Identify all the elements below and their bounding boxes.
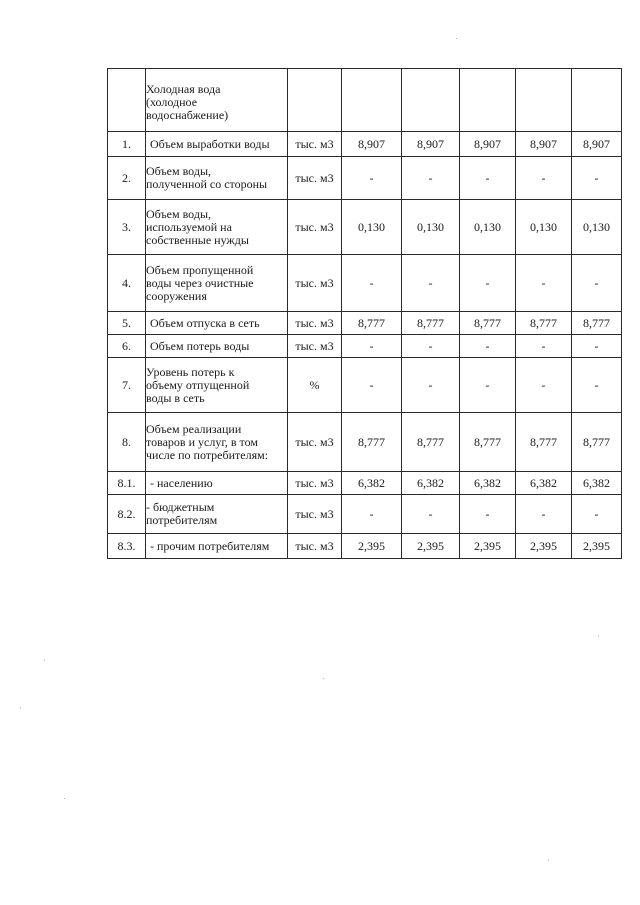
row-value: 6,382: [342, 472, 402, 495]
row-label: [146, 534, 288, 559]
row-label-line: Объем выработки воды: [150, 136, 270, 151]
row-number: 5.: [108, 312, 146, 335]
row-unit: тыс. м3: [288, 413, 342, 472]
row-value: -: [572, 495, 622, 534]
row-value: 8,907: [572, 132, 622, 157]
scan-speck: [20, 707, 21, 708]
row-unit: тыс. м3: [288, 495, 342, 534]
row-label: [146, 200, 288, 255]
row-label-line: потребителям: [146, 513, 218, 527]
row-value: 8,777: [516, 413, 572, 472]
row-value: -: [516, 358, 572, 413]
row-value: -: [342, 495, 402, 534]
row-value: -: [402, 157, 460, 200]
scan-speck: [456, 38, 457, 39]
header-num-cell: [108, 69, 146, 132]
table-row: [108, 413, 622, 472]
scan-speck: [44, 660, 45, 661]
row-number: 8.1.: [108, 472, 146, 495]
row-value: 8,777: [572, 312, 622, 335]
row-label: [146, 312, 288, 335]
row-number: 8.: [108, 413, 146, 472]
row-label-line: товаров и услуг, в том: [146, 434, 259, 449]
row-value: 8,907: [460, 132, 516, 157]
row-value: -: [402, 255, 460, 312]
table-row: [108, 255, 622, 312]
row-unit: тыс. м3: [288, 200, 342, 255]
row-label-line: Объем воды,: [146, 164, 212, 178]
scan-speck: [548, 860, 549, 861]
row-value: 6,382: [516, 472, 572, 495]
row-value: 2,395: [460, 534, 516, 559]
row-value: -: [572, 157, 622, 200]
table-row: [108, 200, 622, 255]
table-row: [108, 358, 622, 413]
row-value: -: [572, 335, 622, 358]
scan-speck: [323, 678, 324, 679]
row-value: -: [460, 358, 516, 413]
row-value: 6,382: [460, 472, 516, 495]
row-label: [146, 358, 288, 413]
row-value: -: [342, 335, 402, 358]
row-label: [146, 255, 288, 312]
row-value: 8,777: [342, 312, 402, 335]
row-number: 1.: [108, 132, 146, 157]
row-value: -: [516, 157, 572, 200]
scan-speck: [598, 636, 599, 637]
row-unit: тыс. м3: [288, 335, 342, 358]
row-label: [146, 157, 288, 200]
row-unit: тыс. м3: [288, 132, 342, 157]
row-label-line: воды через очистные: [146, 275, 254, 290]
row-value: 0,130: [342, 200, 402, 255]
row-label-line: - прочим потребителям: [150, 538, 270, 553]
row-value: 8,777: [516, 312, 572, 335]
row-number: 4.: [108, 255, 146, 312]
row-value: -: [572, 358, 622, 413]
header-unit-cell: [288, 69, 342, 132]
row-value: -: [402, 358, 460, 413]
row-label-line: используемой на: [146, 219, 232, 234]
header-value-cell: [460, 69, 516, 132]
row-value: -: [516, 495, 572, 534]
row-label-line: - бюджетным: [146, 500, 215, 514]
row-value: 2,395: [516, 534, 572, 559]
row-value: -: [342, 255, 402, 312]
row-label: [146, 413, 288, 472]
row-value: 6,382: [402, 472, 460, 495]
row-value: 8,907: [516, 132, 572, 157]
header-title-line: (холодное: [146, 94, 198, 109]
row-value: -: [402, 495, 460, 534]
row-label: [146, 132, 288, 157]
row-value: -: [516, 335, 572, 358]
row-value: 0,130: [572, 200, 622, 255]
header-value-cell: [516, 69, 572, 132]
row-label-line: Объем отпуска в сеть: [150, 315, 260, 330]
row-label-line: Объем потерь воды: [150, 338, 250, 353]
row-value: 2,395: [342, 534, 402, 559]
row-label-line: Объем воды,: [146, 206, 212, 221]
row-number: 6.: [108, 335, 146, 358]
row-label-line: воды в сеть: [146, 390, 205, 405]
row-value: 8,777: [460, 413, 516, 472]
row-value: 8,907: [402, 132, 460, 157]
row-label-line: объему отпущенной: [146, 377, 250, 392]
row-value: 8,777: [460, 312, 516, 335]
row-value: -: [460, 255, 516, 312]
row-unit: %: [288, 358, 342, 413]
row-unit: тыс. м3: [288, 312, 342, 335]
header-value-cell: [402, 69, 460, 132]
scan-speck: [64, 798, 65, 799]
row-unit: тыс. м3: [288, 534, 342, 559]
row-label-line: собственные нужды: [146, 232, 249, 247]
row-unit: тыс. м3: [288, 255, 342, 312]
row-value: -: [460, 335, 516, 358]
table-row: [108, 132, 622, 157]
row-value: -: [460, 157, 516, 200]
table-row: [108, 495, 622, 534]
row-value: -: [460, 495, 516, 534]
row-value: 2,395: [402, 534, 460, 559]
table-row: [108, 534, 622, 559]
row-label-line: полученной со стороны: [146, 177, 268, 191]
row-value: 0,130: [460, 200, 516, 255]
row-value: 0,130: [402, 200, 460, 255]
row-value: 8,777: [402, 312, 460, 335]
row-value: -: [342, 358, 402, 413]
header-value-cell: [572, 69, 622, 132]
row-value: 8,777: [342, 413, 402, 472]
header-title-line: Холодная вода: [146, 81, 221, 96]
row-number: 8.2.: [108, 495, 146, 534]
header-value-cell: [342, 69, 402, 132]
table-row: [108, 157, 622, 200]
row-label: [146, 472, 288, 495]
row-value: -: [402, 335, 460, 358]
table-header-row: [108, 69, 622, 132]
row-value: 6,382: [572, 472, 622, 495]
row-number: 8.3.: [108, 534, 146, 559]
row-value: 0,130: [516, 200, 572, 255]
row-label-line: Уровень потерь к: [146, 364, 235, 379]
row-value: -: [516, 255, 572, 312]
row-label: [146, 495, 288, 534]
row-value: 2,395: [572, 534, 622, 559]
row-label-line: числе по потребителям:: [146, 447, 269, 462]
header-title-line: водоснабжение): [146, 107, 229, 122]
cold-water-table: [107, 68, 622, 559]
row-label-line: Объем пропущенной: [146, 262, 254, 277]
row-label-line: - населению: [150, 475, 213, 490]
row-number: 3.: [108, 200, 146, 255]
row-value: 8,777: [402, 413, 460, 472]
row-label: [146, 335, 288, 358]
row-unit: тыс. м3: [288, 157, 342, 200]
table-row: [108, 312, 622, 335]
row-label-line: Объем реализации: [146, 421, 242, 436]
row-value: 8,777: [572, 413, 622, 472]
row-label-line: сооружения: [146, 288, 207, 303]
table-row: [108, 335, 622, 358]
row-number: 2.: [108, 157, 146, 200]
row-unit: тыс. м3: [288, 472, 342, 495]
header-title-cell: [146, 69, 288, 132]
row-value: -: [572, 255, 622, 312]
row-number: 7.: [108, 358, 146, 413]
row-value: 8,907: [342, 132, 402, 157]
table-row: [108, 472, 622, 495]
row-value: -: [342, 157, 402, 200]
